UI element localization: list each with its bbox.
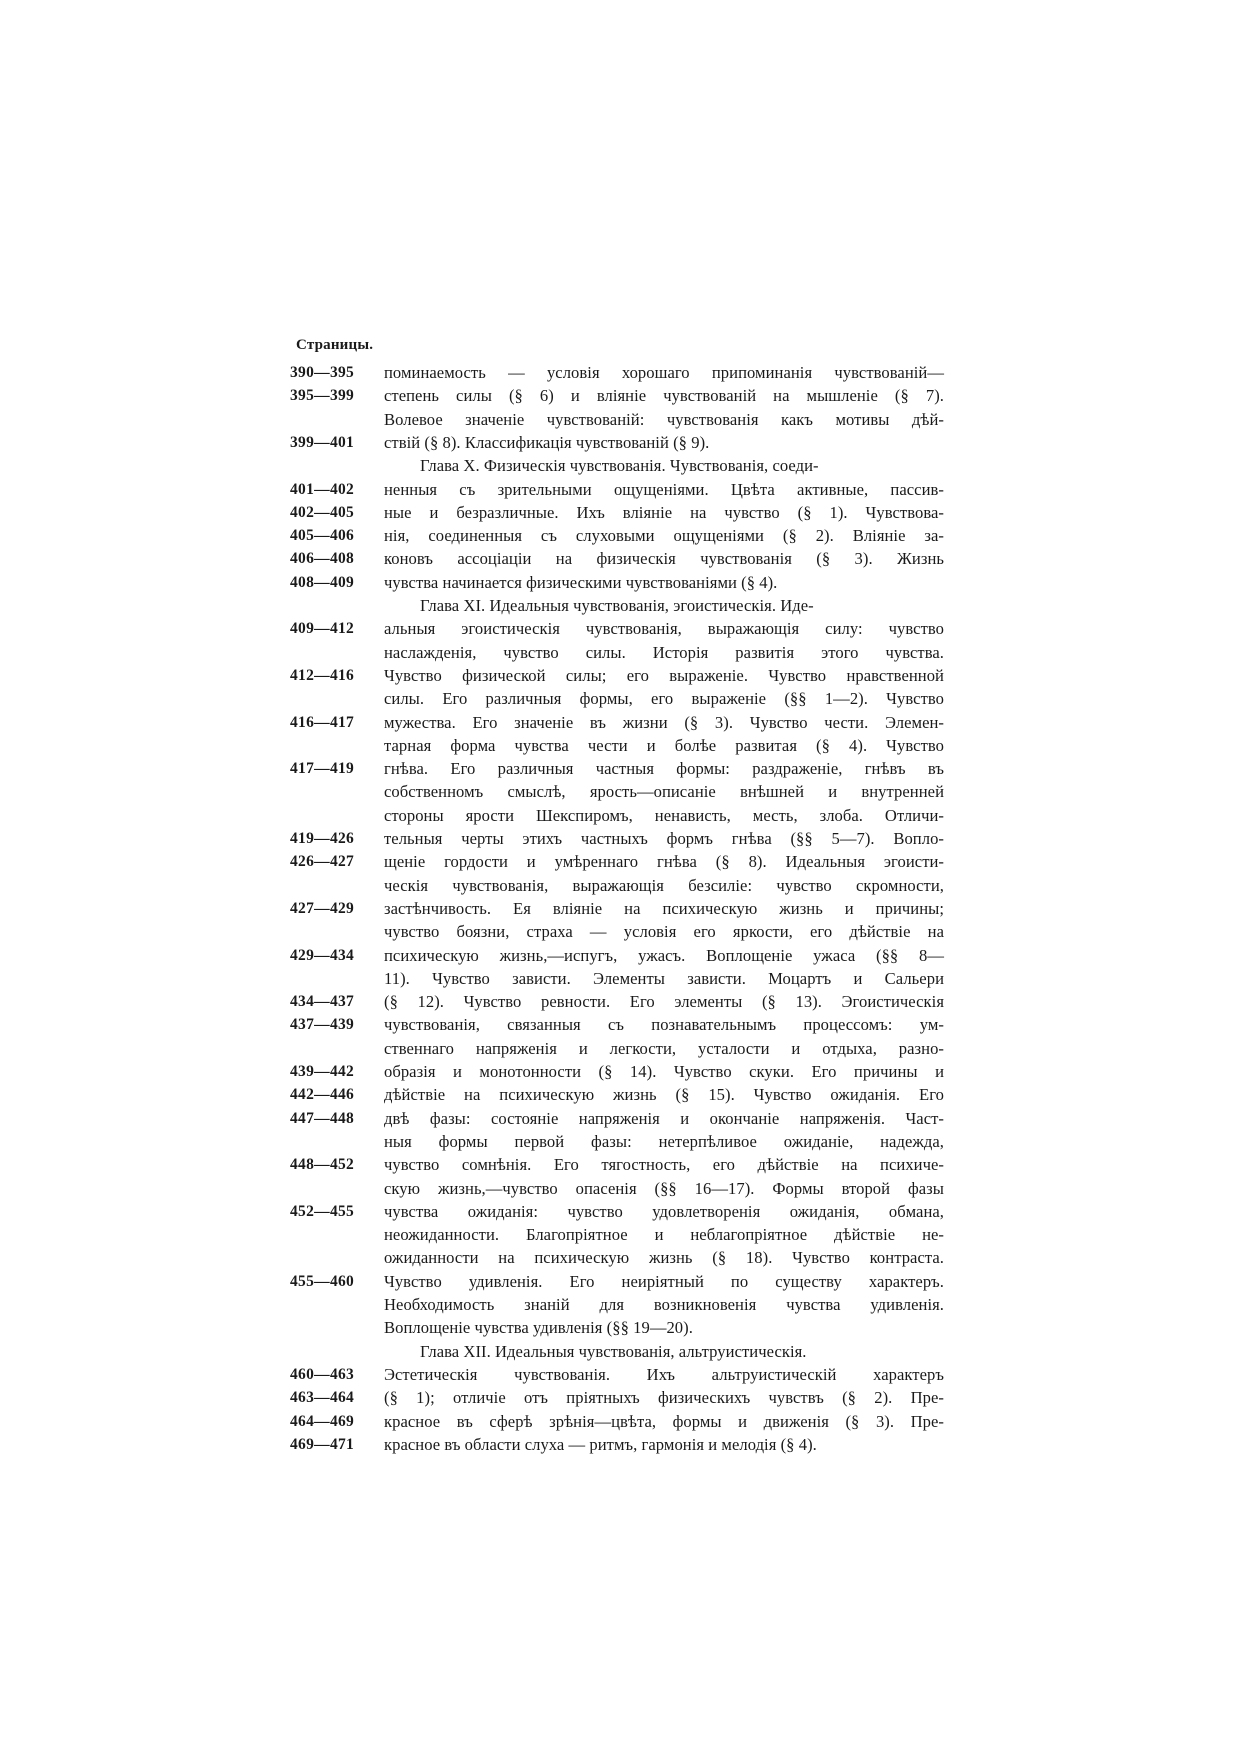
toc-row — [0, 1153, 1241, 1176]
toc-row — [0, 524, 1241, 547]
page-range: 390—395 — [290, 364, 355, 381]
page-range: 426—427 — [290, 853, 355, 871]
page-range: 464—469 — [290, 1412, 355, 1430]
toc-row — [0, 501, 1241, 524]
toc-text-line: чувство боязни, страха — условія его яркости, его дѣйствіе на — [384, 922, 944, 942]
toc-text-line: тарная форма чувства чести и болѣе развитая (§ 4). Чувство — [384, 735, 944, 755]
toc-text-line: Чувство удивленія. Его неиріятный по существу характеръ. — [384, 1271, 944, 1291]
toc-row — [0, 1060, 1241, 1083]
toc-text-line: собственномъ смыслѣ, ярость—описаніе внѣшней и внутренней — [384, 782, 944, 802]
toc-row — [0, 1223, 1241, 1246]
toc-text-line: ненныя съ зрительными ощущеніями. Цвѣта активные, пассив- — [384, 479, 944, 499]
toc-text-line: степень силы (§ 6) и вліяніе чувствованій на мышленіе (§ 7). — [384, 386, 944, 406]
toc-row — [0, 1037, 1241, 1060]
toc-text-line: ственнаго напряженія и легкости, усталости и отдыха, разно- — [384, 1038, 944, 1058]
page-range: 402—405 — [290, 503, 355, 521]
toc-text-line: ческія чувствованія, выражающія безсиліе: чувство скромности, — [384, 875, 944, 895]
toc-text-line: двѣ фазы: состояніе напряженія и окончаніе напряженія. Част- — [384, 1108, 944, 1128]
toc-text-line: ожиданности на психическую жизнь (§ 18). Чувство контраста. — [384, 1248, 944, 1268]
toc-text-line: коновъ ассоціаціи на физическія чувствованія (§ 3). Жизнь — [384, 549, 944, 569]
toc-row — [0, 944, 1241, 967]
toc-row — [0, 1130, 1241, 1153]
toc-row — [0, 1246, 1241, 1269]
toc-row — [0, 757, 1241, 780]
page-range: 455—460 — [290, 1272, 355, 1290]
toc-row — [0, 874, 1241, 897]
toc-row — [0, 1340, 1241, 1363]
toc-row — [0, 594, 1241, 617]
toc-row — [0, 617, 1241, 640]
chapter-heading-line: Глава XII. Идеальныя чувствованія, альтруистическія. — [420, 1341, 807, 1361]
toc-text-line: мужества. Его значеніе въ жизни (§ 3). Чувство чести. Элемен- — [384, 712, 944, 732]
column-header-pages: Страницы. — [296, 337, 374, 353]
toc-row — [0, 1013, 1241, 1036]
toc-text-line: Волевое значеніе чувствованій: чувствованія какъ мотивы дѣй- — [384, 409, 944, 429]
page-range: 408—409 — [290, 573, 355, 591]
page-range: 429—434 — [290, 946, 355, 964]
toc-row — [0, 641, 1241, 664]
toc-text-line: силы. Его различныя формы, его выраженіе (§§ 1—2). Чувство — [384, 689, 944, 709]
page-range: 399—401 — [290, 433, 355, 451]
toc-text-line: Чувство физической силы; его выраженіе. Чувство нравственной — [384, 665, 944, 685]
toc-text-line: дѣйствіе на психическую жизнь (§ 15). Чувство ожиданія. Его — [384, 1085, 944, 1105]
chapter-heading-line: Глава XI. Идеальныя чувствованія, эгоистическія. Иде- — [420, 596, 814, 615]
toc-row — [0, 384, 1241, 407]
toc-text-line: альныя эгоистическія чувствованія, выражающія силу: чувство — [384, 619, 944, 639]
toc-text-line: 11). Чувство зависти. Элементы зависти. Моцартъ и Сальери — [384, 968, 944, 988]
toc-row — [0, 897, 1241, 920]
toc-row — [0, 1433, 1241, 1456]
toc-text-line: тельныя черты этихъ частныхъ формъ гнѣва (§§ 5—7). Вопло- — [384, 829, 944, 848]
page-range: 412—416 — [290, 666, 355, 684]
page-range: 439—442 — [290, 1063, 355, 1080]
toc-row — [0, 920, 1241, 943]
page-range: 447—448 — [290, 1109, 355, 1127]
toc-text-line: Воплощеніе чувства удивленія (§§ 19—20). — [384, 1318, 693, 1338]
toc-row — [0, 408, 1241, 431]
toc-row — [0, 687, 1241, 710]
toc-row — [0, 850, 1241, 873]
page-range: 442—446 — [290, 1086, 355, 1104]
page-range: 463—464 — [290, 1389, 355, 1407]
toc-row — [0, 1270, 1241, 1293]
toc-text-line: (§ 12). Чувство ревности. Его элементы (§ 13). Эгоистическія — [384, 992, 944, 1012]
toc-row — [0, 1083, 1241, 1106]
toc-text-line: Эстетическія чувствованія. Ихъ альтруистическій характеръ — [384, 1364, 944, 1384]
page-range: 416—417 — [290, 713, 355, 731]
toc-row — [0, 571, 1241, 594]
toc-row — [0, 478, 1241, 501]
toc-text-line: щеніе гордости и умѣреннаго гнѣва (§ 8). Идеальныя эгоисти- — [384, 852, 944, 872]
toc-row — [0, 664, 1241, 687]
toc-text-line: гнѣва. Его различныя частныя формы: раздраженіе, гнѣвъ въ — [384, 759, 944, 779]
toc-text-line: красное въ области слуха — ритмъ, гармонія и мелодія (§ 4). — [384, 1434, 817, 1454]
toc-row — [0, 1293, 1241, 1316]
toc-text-line: ныя формы первой фазы: нетерпѣливое ожиданіе, надежда, — [384, 1131, 944, 1151]
page-range: 448—452 — [290, 1156, 355, 1174]
toc-text-line: застѣнчивость. Ея вліяніе на психическую жизнь и причины; — [384, 898, 944, 918]
toc-text-line: чувство сомнѣнія. Его тягостность, его дѣйствіе на психиче- — [384, 1155, 944, 1175]
toc-row — [0, 454, 1241, 477]
toc-text-line: чувствованія, связанныя съ познавательнымъ процессомъ: ум- — [384, 1015, 944, 1035]
toc-text-line: чувства начинается физическими чувствованіями (§ 4). — [384, 572, 778, 592]
toc-text-line: чувства ожиданія: чувство удовлетворенія ожиданія, обмана, — [384, 1201, 944, 1221]
page-range: 434—437 — [290, 993, 355, 1011]
page-range: 427—429 — [290, 899, 355, 917]
chapter-heading-line: Глава X. Физическія чувствованія. Чувствованія, соеди- — [420, 456, 819, 476]
toc-row — [0, 780, 1241, 803]
page-range: 437—439 — [290, 1016, 355, 1034]
toc-row — [0, 1386, 1241, 1409]
toc-text-line: скую жизнь,—чувство опасенія (§§ 16—17). Формы второй фазы — [384, 1178, 944, 1198]
toc-text-line: ствій (§ 8). Классификація чувствованій (§ 9). — [384, 432, 710, 452]
toc-text-line: нія, соединенныя съ слуховыми ощущеніями (§ 2). Вліяніе за- — [384, 526, 944, 546]
page-range: 406—408 — [290, 550, 355, 568]
toc-row — [0, 1316, 1241, 1339]
page-range: 395—399 — [290, 387, 355, 405]
toc-row — [0, 1200, 1241, 1223]
toc-text-line: неожиданности. Благопріятное и неблагопріятное дѣйствіе не- — [384, 1225, 944, 1245]
toc-row — [0, 804, 1241, 827]
toc-row — [0, 1363, 1241, 1386]
page-range: 419—426 — [290, 830, 355, 847]
toc-row — [0, 547, 1241, 570]
page-range: 469—471 — [290, 1435, 355, 1453]
toc-text-line: наслажденія, чувство силы. Исторія развитія этого чувства. — [384, 642, 944, 662]
toc-text-line: (§ 1); отличіе отъ пріятныхъ физическихъ чувствъ (§ 2). Пре- — [384, 1388, 944, 1408]
toc-row — [0, 1410, 1241, 1433]
toc-row — [0, 827, 1241, 850]
toc-row — [0, 431, 1241, 454]
toc-text-line: красное въ сферѣ зрѣнія—цвѣта, формы и движенія (§ 3). Пре- — [384, 1411, 944, 1431]
toc-row — [0, 1107, 1241, 1130]
page-range: 401—402 — [290, 480, 355, 498]
toc-text-line: психическую жизнь,—испугъ, ужасъ. Воплощеніе ужаса (§§ 8— — [384, 945, 944, 965]
toc-text-line: стороны ярости Шекспиромъ, ненависть, месть, злоба. Отличи- — [384, 805, 944, 825]
toc-row — [0, 990, 1241, 1013]
toc-row — [0, 734, 1241, 757]
toc-row — [0, 967, 1241, 990]
toc-row — [0, 1177, 1241, 1200]
toc-text-line: образія и монотонности (§ 14). Чувство скуки. Его причины и — [384, 1062, 944, 1081]
toc-row — [0, 711, 1241, 734]
toc-row — [0, 361, 1241, 384]
page-range: 405—406 — [290, 527, 355, 545]
page-range: 417—419 — [290, 760, 355, 778]
page-range: 409—412 — [290, 620, 355, 638]
toc-text-line: поминаемость — условія хорошаго припоминанія чувствованій— — [384, 363, 944, 382]
page-range: 452—455 — [290, 1202, 355, 1220]
toc-text-line: ные и безразличные. Ихъ вліяніе на чувство (§ 1). Чувствова- — [384, 502, 944, 522]
page-range: 460—463 — [290, 1365, 355, 1383]
toc-text-line: Необходимость знаній для возникновенія чувства удивленія. — [384, 1295, 944, 1314]
